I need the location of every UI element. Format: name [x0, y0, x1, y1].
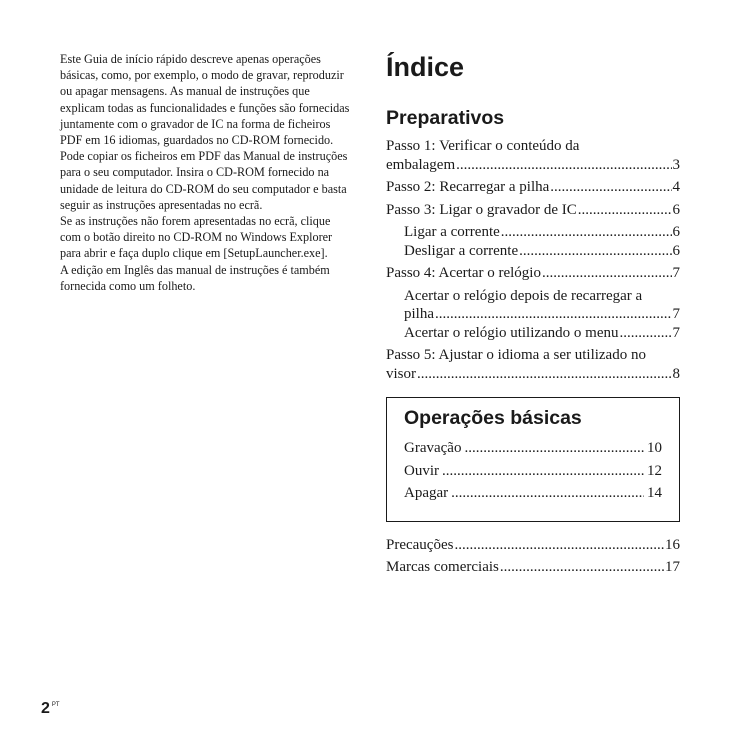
- toc-entry-passo-5[interactable]: Passo 5: Ajustar o idioma a ser utilizado no visor ..... 8: [386, 346, 680, 383]
- toc-entry-passo-3[interactable]: Passo 3: Ligar o gravador de IC ..... 6: [386, 201, 680, 220]
- toc-entry-acertar-relogio-recarregar[interactable]: Acertar o relógio depois de recarregar a pilha ..... 7: [404, 287, 680, 324]
- page-ref: 14: [647, 485, 662, 501]
- intro-paragraph: Pode copiar os ficheiros em PDF das Manual de instruções para o seu computador. Insira o CD-ROM fornecido na unidade de leitura do CD-ROM do seu computador e basta seguir as instruções apresentadas no ecrã.: [60, 149, 348, 212]
- toc-entry-apagar[interactable]: Apagar ..... 14: [404, 484, 662, 503]
- toc-entry-marcas-comerciais[interactable]: Marcas comerciais ..... 17: [386, 558, 680, 577]
- page-ref: 12: [647, 462, 662, 479]
- page-ref: 10: [647, 440, 662, 456]
- operacoes-basicas-box: [386, 397, 680, 522]
- index-title: Índice: [386, 52, 465, 82]
- toc-entry-passo-4[interactable]: Passo 4: Acertar o relógio ..... 7: [386, 264, 680, 283]
- page-ref: 7: [672, 306, 680, 322]
- page-number: 2 $^{PT}$: [41, 700, 60, 717]
- page-ref: 6: [672, 224, 680, 240]
- section-title-preparativos: Preparativos: [386, 107, 505, 129]
- page-ref: 16: [665, 536, 680, 553]
- intro-text-column: [60, 51, 352, 294]
- page-ref: 6: [672, 242, 680, 259]
- intro-paragraph: Se as instruções não forem apresentadas no ecrã, clique com o botão direito no CD-ROM no Windows Explorer para abrir e faça duplo clique em [SetupLauncher.exe].: [60, 214, 333, 261]
- intro-paragraph: Este Guia de início rápido descreve apenas operações básicas, como, por exemplo, o modo de gravar, reproduzir ou apagar mensagens. As manual de instruções que explicam todas as funcionalidades e funções são fornecidas juntamente com o gravador de IC na forma de ficheiros PDF em 16 idiomas, guardados no CD-ROM fornecido.: [60, 52, 350, 148]
- toc-preparativos: [386, 137, 680, 383]
- intro-paragraph: A edição em Inglês das manual de instruções é também fornecida como um folheto.: [60, 262, 330, 293]
- toc-entry-passo-1[interactable]: Passo 1: Verificar o conteúdo da embalagem ..... 3: [386, 137, 680, 174]
- page-ref: 17: [665, 559, 680, 575]
- page-ref: 4: [672, 179, 680, 195]
- page-ref: 7: [672, 324, 680, 341]
- page-ref: 7: [672, 265, 680, 281]
- toc-entry-acertar-relogio-menu[interactable]: Acertar o relógio utilizando o menu ..... 7: [404, 324, 680, 343]
- toc-entry-desligar-corrente[interactable]: Desligar a corrente ..... 6: [404, 242, 680, 261]
- table-of-contents: [386, 50, 680, 581]
- page-ref: 8: [672, 365, 680, 382]
- section-title-operacoes-basicas: Operações básicas: [404, 407, 582, 429]
- language-code: PT: [51, 702, 60, 708]
- toc-extras: [386, 536, 680, 577]
- page-ref: 6: [672, 201, 680, 218]
- toc-entry-ligar-corrente[interactable]: Ligar a corrente ..... 6: [404, 223, 680, 242]
- toc-entry-gravacao[interactable]: Gravação ..... 10: [404, 439, 662, 458]
- page-ref: 3: [672, 156, 680, 173]
- toc-entry-ouvir[interactable]: Ouvir ..... 12: [404, 462, 662, 481]
- toc-entry-precaucoes[interactable]: Precauções ..... 16: [386, 536, 680, 555]
- toc-entry-passo-2[interactable]: Passo 2: Recarregar a pilha ..... 4: [386, 178, 680, 197]
